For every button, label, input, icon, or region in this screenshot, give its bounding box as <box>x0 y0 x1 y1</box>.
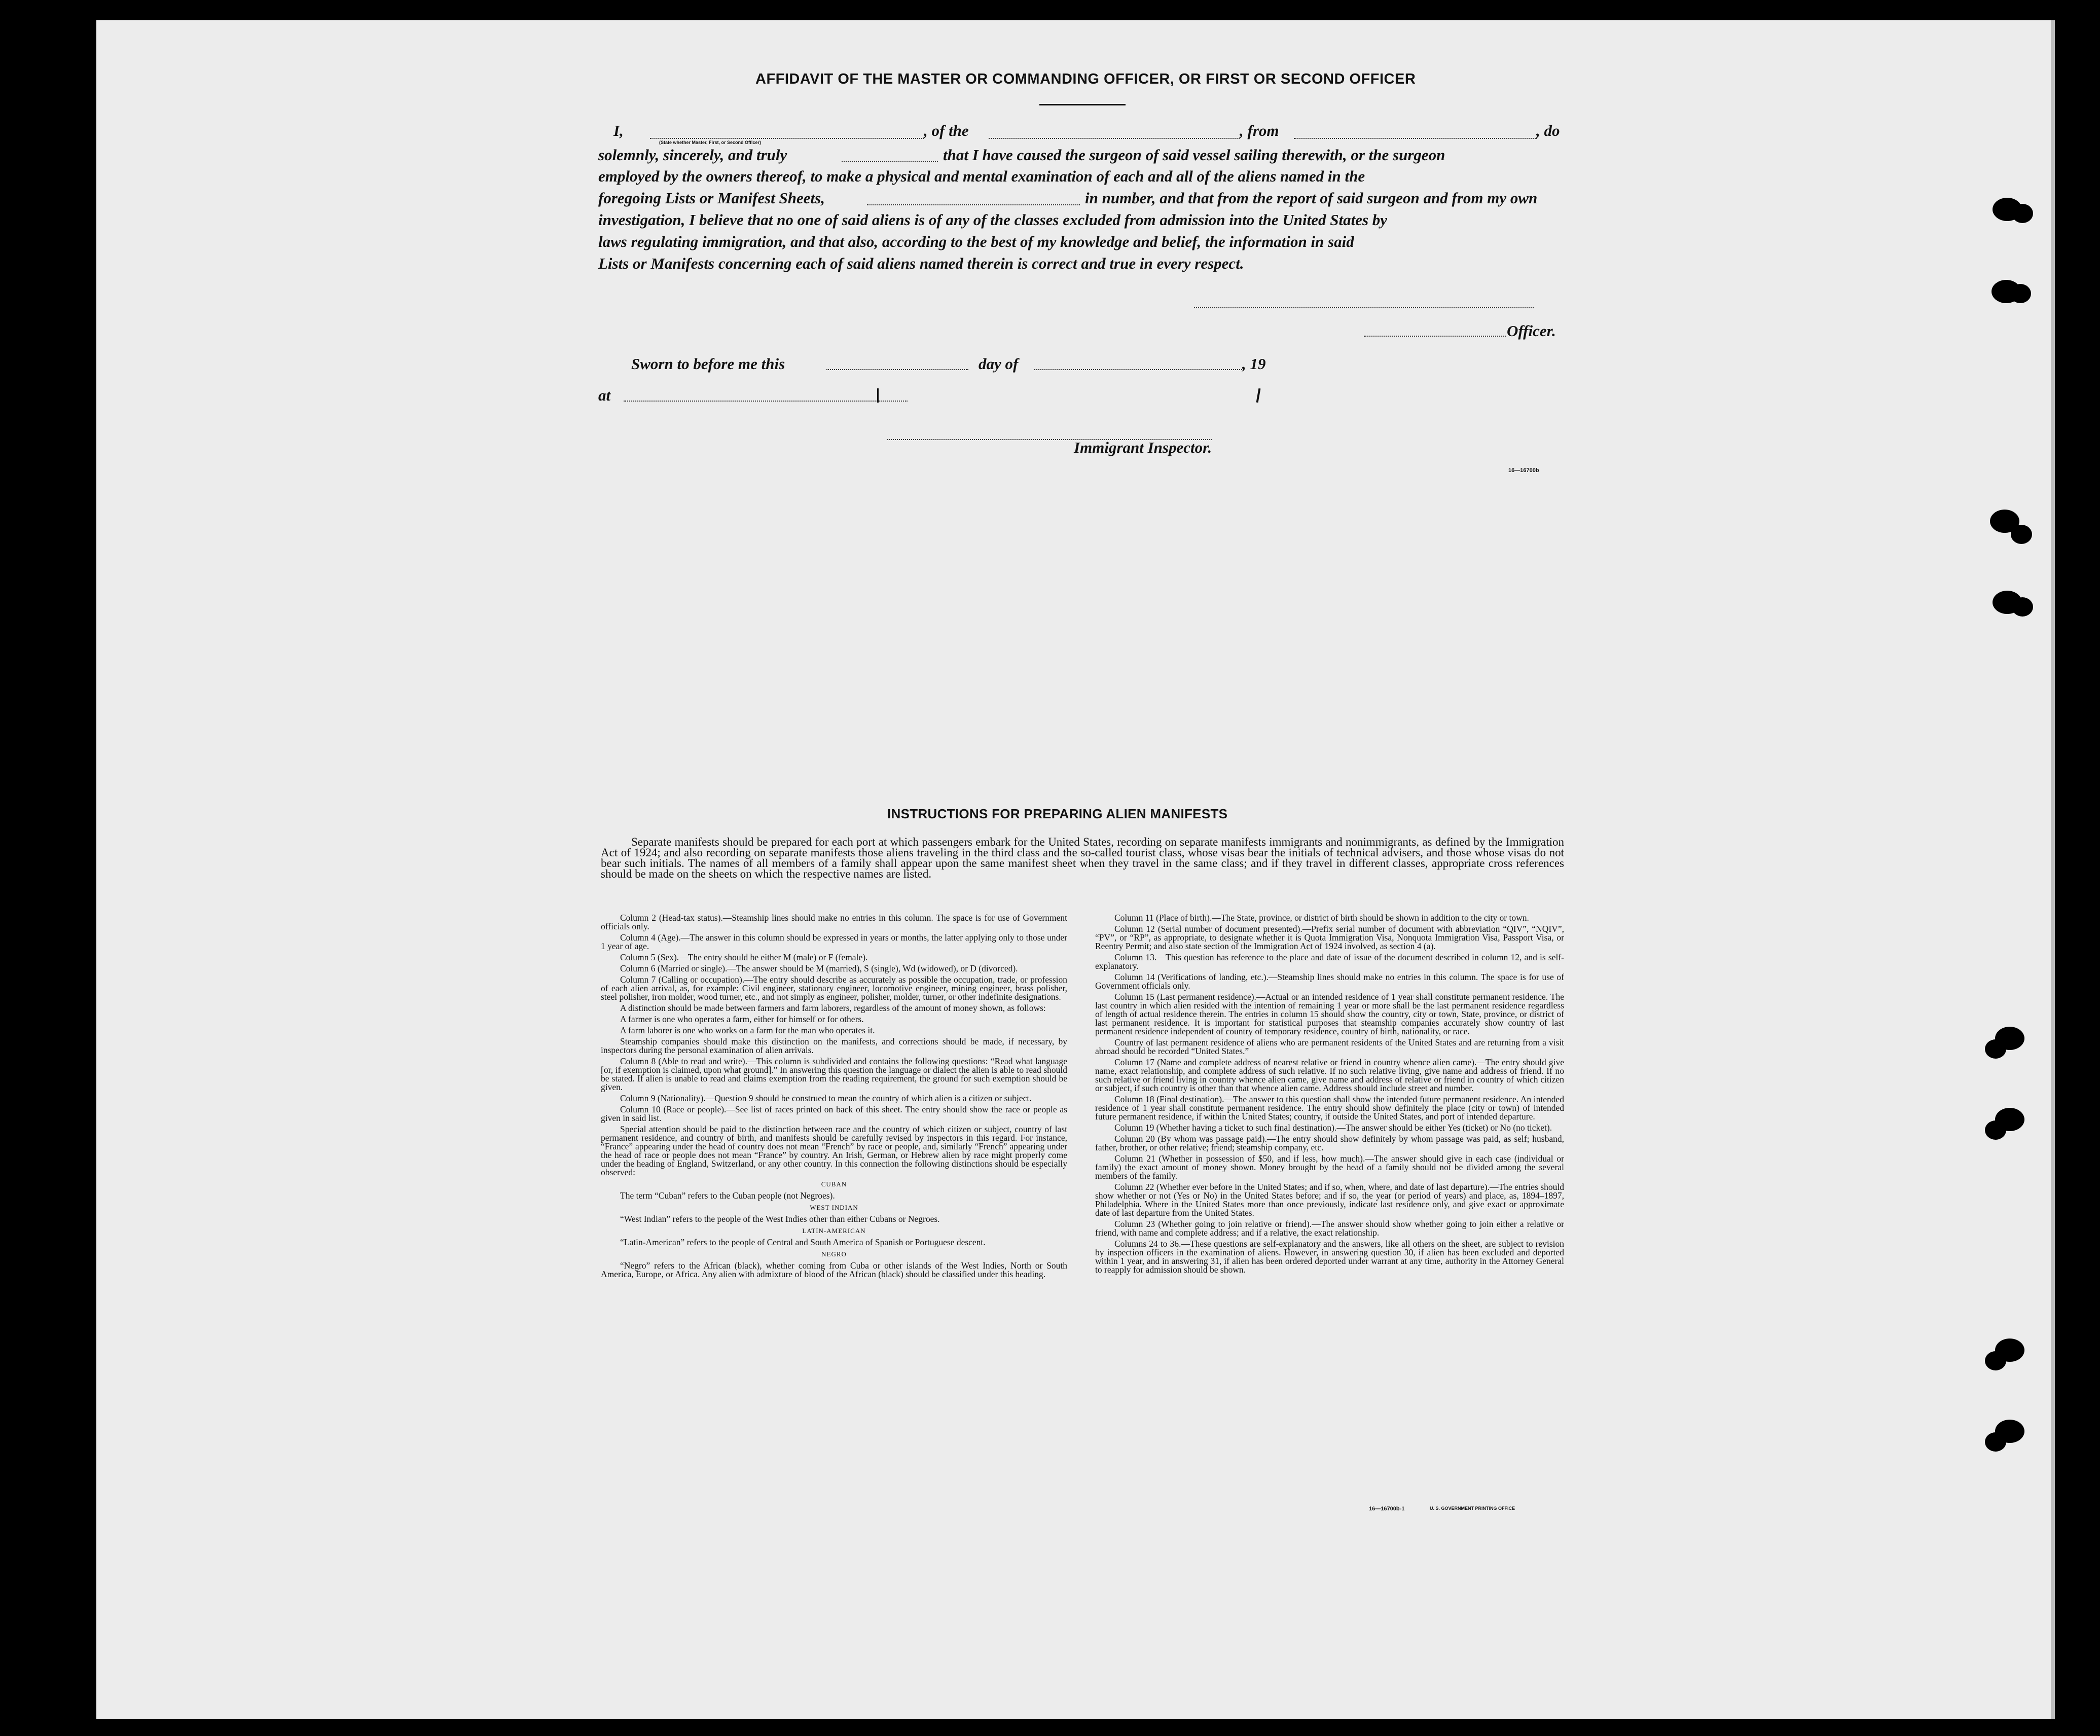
instruction-paragraph: Columns 24 to 36.—These questions are self-explanatory and the answers, like all others on the sheet, are subject to revision by inspection officers in the examination of aliens. However, in answering question 30, if alien has been excluded and deported within 1 year, and in answering 31, if alien has been ordered deported under warrant at any time, authority in the Attorney General to reapply for admission should be shown. <box>1095 1239 1564 1275</box>
affidavit-line-4a: foregoing Lists or Manifest Sheets, <box>598 189 825 207</box>
instruction-paragraph: Column 11 (Place of birth).—The State, province, or district of birth should be shown in addition to the city or town. <box>1114 913 1529 923</box>
instruction-paragraph: Column 9 (Nationality).—Question 9 should be construed to mean the country of which alien is a citizen or subject. <box>620 1093 1032 1103</box>
affidavit-line-1-start: I, <box>613 122 624 139</box>
subheading-west-indian: WEST INDIAN <box>810 1204 858 1211</box>
subheading-negro: NEGRO <box>821 1250 847 1258</box>
definition-latin-american: “Latin-American” refers to the people of Central and South America of Spanish or Portuguese descent. <box>620 1237 986 1247</box>
punch-hole <box>1985 1351 2006 1370</box>
instruction-paragraph: Column 20 (By whom was passage paid).—The entry should show definitely by whom passage was paid, as self; husband, father, brother, or other relative; friend; steamship company, etc. <box>1095 1134 1564 1152</box>
title-underline <box>1039 104 1126 105</box>
definition-cuban: The term “Cuban” refers to the Cuban people (not Negroes). <box>620 1190 835 1201</box>
instruction-paragraph: Column 18 (Final destination).—The answer to this question shall show the intended future permanent residence. An intended residence of 1 year shall constitute permanent residence. The entry should show definitely the place (city or town) of intended future permanent residence, if within the United States; country, if outside the United States, and port of intended departure. <box>1095 1094 1564 1122</box>
punch-hole <box>1985 1039 2006 1059</box>
punch-hole <box>2010 284 2031 303</box>
officer-label: Officer. <box>1507 322 1556 340</box>
punch-hole <box>1985 1432 2006 1452</box>
affidavit-do: , do <box>1536 122 1560 139</box>
affidavit-line-2b: that I have caused the surgeon of said vessel sailing therewith, or the surgeon <box>943 146 1445 164</box>
instructions-title: INSTRUCTIONS FOR PREPARING ALIEN MANIFESTS <box>887 806 1228 821</box>
affidavit-from: , from <box>1240 122 1279 139</box>
affidavit-of-the: , of the <box>924 122 969 139</box>
instruction-paragraph: Column 4 (Age).—The answer in this column should be expressed in years or months, the latter applying only to those under 1 year of age. <box>601 932 1067 951</box>
sworn-label: Sworn to before me this <box>631 355 785 373</box>
affidavit-line-6: laws regulating immigration, and that also, according to the best of my knowledge and belief, the information in said <box>598 233 1354 250</box>
page-edge <box>2051 20 2055 1719</box>
instruction-paragraph: Column 7 (Calling or occupation).—The entry should describe as accurately as possible the occupation, trade, or profession of each alien arrival, as, for example: Civil engineer, stationary engineer, locomotive engineer, mining engineer, brass polisher, steel polisher, iron molder, wood turner, etc., and not simply as engineer, polisher, molder, turner, or other indefinite designations. <box>601 974 1067 1002</box>
sheet-count-field[interactable] <box>867 204 1080 205</box>
footer-form-code: 16—16700b-1 <box>1369 1506 1405 1512</box>
instruction-paragraph: A farm laborer is one who works on a farm for the man who operates it. <box>620 1025 875 1035</box>
affidavit-line-5: investigation, I believe that no one of said aliens is of any of the classes excluded from admission into the United States by <box>598 211 1388 229</box>
instruction-paragraph: A farmer is one who operates a farm, either for himself or for others. <box>620 1014 864 1024</box>
instruction-paragraph: Column 23 (Whether going to join relative or friend).—The answer should show whether going to join either a relative or friend, with name and complete address; and if a relative, the exact relationship. <box>1095 1219 1564 1238</box>
officer-name-field[interactable] <box>650 138 924 139</box>
punch-hole <box>2012 597 2033 617</box>
instruction-paragraph: Column 19 (Whether having a ticket to such final destination).—The answer should be either Yes (ticket) or No (no ticket). <box>1114 1123 1552 1133</box>
instructions-left-column <box>601 914 1067 1281</box>
punch-hole <box>2011 525 2032 544</box>
form-code: 16—16700b <box>1508 467 1539 474</box>
subheading-cuban: CUBAN <box>821 1180 847 1188</box>
year-label: , 19 <box>1242 355 1266 373</box>
definition-west-indian: “West Indian” refers to the people of the West Indies other than either Cubans or Negroes. <box>620 1214 940 1224</box>
instructions-right-column <box>1095 914 1564 1277</box>
sworn-place-field[interactable] <box>624 401 908 402</box>
officer-rank-note: (State whether Master, First, or Second Officer) <box>659 140 762 145</box>
instruction-paragraph: Special attention should be paid to the distinction between race and the country of which citizen or subject, country of last permanent residence, and country of birth, and manifests should be carefully revised by inspectors in this regard. For instance, “France” appearing under the head of country does not mean “French” by race or people, and, similarly “French” appearing under the head of race or people does not mean “France” by country. An Irish, German, or Hebrew alien by race might properly come under the heading of England, Switzerland, or any other country. In this connection the following distinctions should be especially observed: <box>601 1124 1067 1177</box>
subheading-latin-american: LATIN-AMERICAN <box>802 1227 866 1235</box>
affidavit-line-7: Lists or Manifests concerning each of said aliens named therein is correct and true in every respect. <box>598 255 1244 272</box>
instruction-paragraph: Column 8 (Able to read and write).—This column is subdivided and contains the following questions: “Read what language [or, if exemption is claimed, upon what ground].” In answering this question the language or dialect the alien is able to read should be stated. If alien is unable to read and claims exemption from the reading requirement, the ground for such exemption should be given. <box>601 1056 1067 1092</box>
departure-port-field[interactable] <box>1294 138 1537 139</box>
instruction-paragraph: Column 6 (Married or single).—The answer should be M (married), S (single), Wd (widowed), or D (divorced). <box>620 963 1018 973</box>
instruction-paragraph: Country of last permanent residence of aliens who are permanent residents of the United States and are returning from a visit abroad should be recorded “United States.” <box>1095 1037 1564 1056</box>
inspector-label: Immigrant Inspector. <box>1074 439 1212 456</box>
vessel-name-field[interactable] <box>989 138 1240 139</box>
day-of-label: day of <box>979 355 1019 373</box>
instruction-paragraph: Column 15 (Last permanent residence).—Actual or an intended residence of 1 year shall constitute permanent residence. The last country in which alien resided with the intention of remaining 1 year or more shall be the last permanent residence regardless of length of actual residence therein. The entries in column 15 should show the country, city or town, State, province, or district of last permanent residence. It is important for statistical purposes that steamship companies accurately show country of last permanent residence independent of country of temporary residence, country of birth, nationality, or race. <box>1095 992 1564 1036</box>
sworn-day-field[interactable] <box>826 369 968 370</box>
instruction-paragraph: Column 10 (Race or people).—See list of races printed on back of this sheet. The entry should show the race or people as given in said list. <box>601 1104 1067 1123</box>
punch-hole <box>2012 204 2033 223</box>
instruction-paragraph: Column 12 (Serial number of document presented).—Prefix serial number of document with abbreviation “QIV”, “NQIV”, “PV”, or “RP”, as appropriate, to designate whether it is Quota Immigration Visa, Nonquota Immigration Visa, Passport Visa, or Reentry Permit; and also state section of the Immigration Act of 1924 involved, as section 4 (a). <box>1095 924 1564 951</box>
pen-mark <box>877 388 879 403</box>
sworn-manner-field[interactable] <box>842 161 938 162</box>
sworn-month-field[interactable] <box>1034 369 1242 370</box>
instruction-paragraph: Column 14 (Verifications of landing, etc.).—Steamship lines should make no entries in this column. The space is for use of Government officials only. <box>1095 972 1564 991</box>
instruction-paragraph: Column 22 (Whether ever before in the United States; and if so, when, where, and date of last departure).—The entries should show whether or not (Yes or No) in the United States before; and if so, the year (or period of years) and place, as, 1894–1897, Philadelphia. Where in the United States more than once previously, indicate last residence only, and give exact or approximate date of last departure from the United States. <box>1095 1182 1564 1218</box>
instruction-paragraph: Steamship companies should make this distinction on the manifests, and corrections should be made, if necessary, by inspectors during the personal examination of alien arrivals. <box>601 1036 1067 1055</box>
at-label: at <box>598 386 611 404</box>
instruction-paragraph: A distinction should be made between farmers and farm laborers, regardless of the amount of money shown, as follows: <box>620 1003 1046 1013</box>
punch-hole <box>1985 1120 2006 1140</box>
affidavit-line-3: employed by the owners thereof, to make a physical and mental examination of each and all of the aliens named in the <box>598 167 1365 185</box>
printer-credit: U. S. GOVERNMENT PRINTING OFFICE <box>1430 1506 1515 1511</box>
instruction-paragraph: Column 17 (Name and complete address of nearest relative or friend in country whence alien came).—The entry should give name, exact relationship, and complete address of such relative. If no such relative living, give name and address of friend. If no such relative or friend living in country whence alien came, give name and address of relative or friend in country of which citizen or subject, if such country is other than that whence alien came. Address should include street and number. <box>1095 1057 1564 1093</box>
instruction-paragraph: Column 5 (Sex).—The entry should be either M (male) or F (female). <box>620 952 868 962</box>
instruction-paragraph: Column 13.—This question has reference to the place and date of issue of the document described in column 12, and is self-explanatory. <box>1095 952 1564 971</box>
officer-signature-field[interactable] <box>1364 336 1506 337</box>
definition-negro: “Negro” refers to the African (black), whether coming from Cuba or other islands of the West Indies, North or South America, Europe, or Africa. Any alien with admixture of blood of the African (black) should be classified under this heading. <box>601 1260 1067 1279</box>
instruction-paragraph: Column 2 (Head-tax status).—Steamship lines should make no entries in this column. The space is for use of Government officials only. <box>601 913 1067 931</box>
affidavit-line-2a: solemnly, sincerely, and truly <box>598 146 787 164</box>
instructions-intro: Separate manifests should be prepared for each port at which passengers embark for the United States, recording on separate manifests immigrants and nonimmigrants, as defined by the Immigration Act of 1924; and also recording on separate manifests those aliens traveling in the third class and the so-called tourist class, whose visas bear the initials of technical advisers, and those whose visas do not bear such initials. The names of all members of a family shall appear upon the same manifest sheet when they travel in the same class; and if they travel in different classes, appropriate cross references should be made on the sheets on which the respective names are listed. <box>601 836 1564 880</box>
affidavit-line-4b: in number, and that from the report of said surgeon and from my own <box>1085 189 1538 207</box>
instruction-paragraph: Column 21 (Whether in possession of $50, and if less, how much).—The answer should give in each case (individual or family) the exact amount of money shown. Money brought by the head of a family should not be divided among the several members of the family. <box>1095 1153 1564 1181</box>
affidavit-title: AFFIDAVIT OF THE MASTER OR COMMANDING OFFICER, OR FIRST OR SECOND OFFICER <box>755 71 1416 87</box>
signature-line[interactable] <box>1194 307 1534 308</box>
